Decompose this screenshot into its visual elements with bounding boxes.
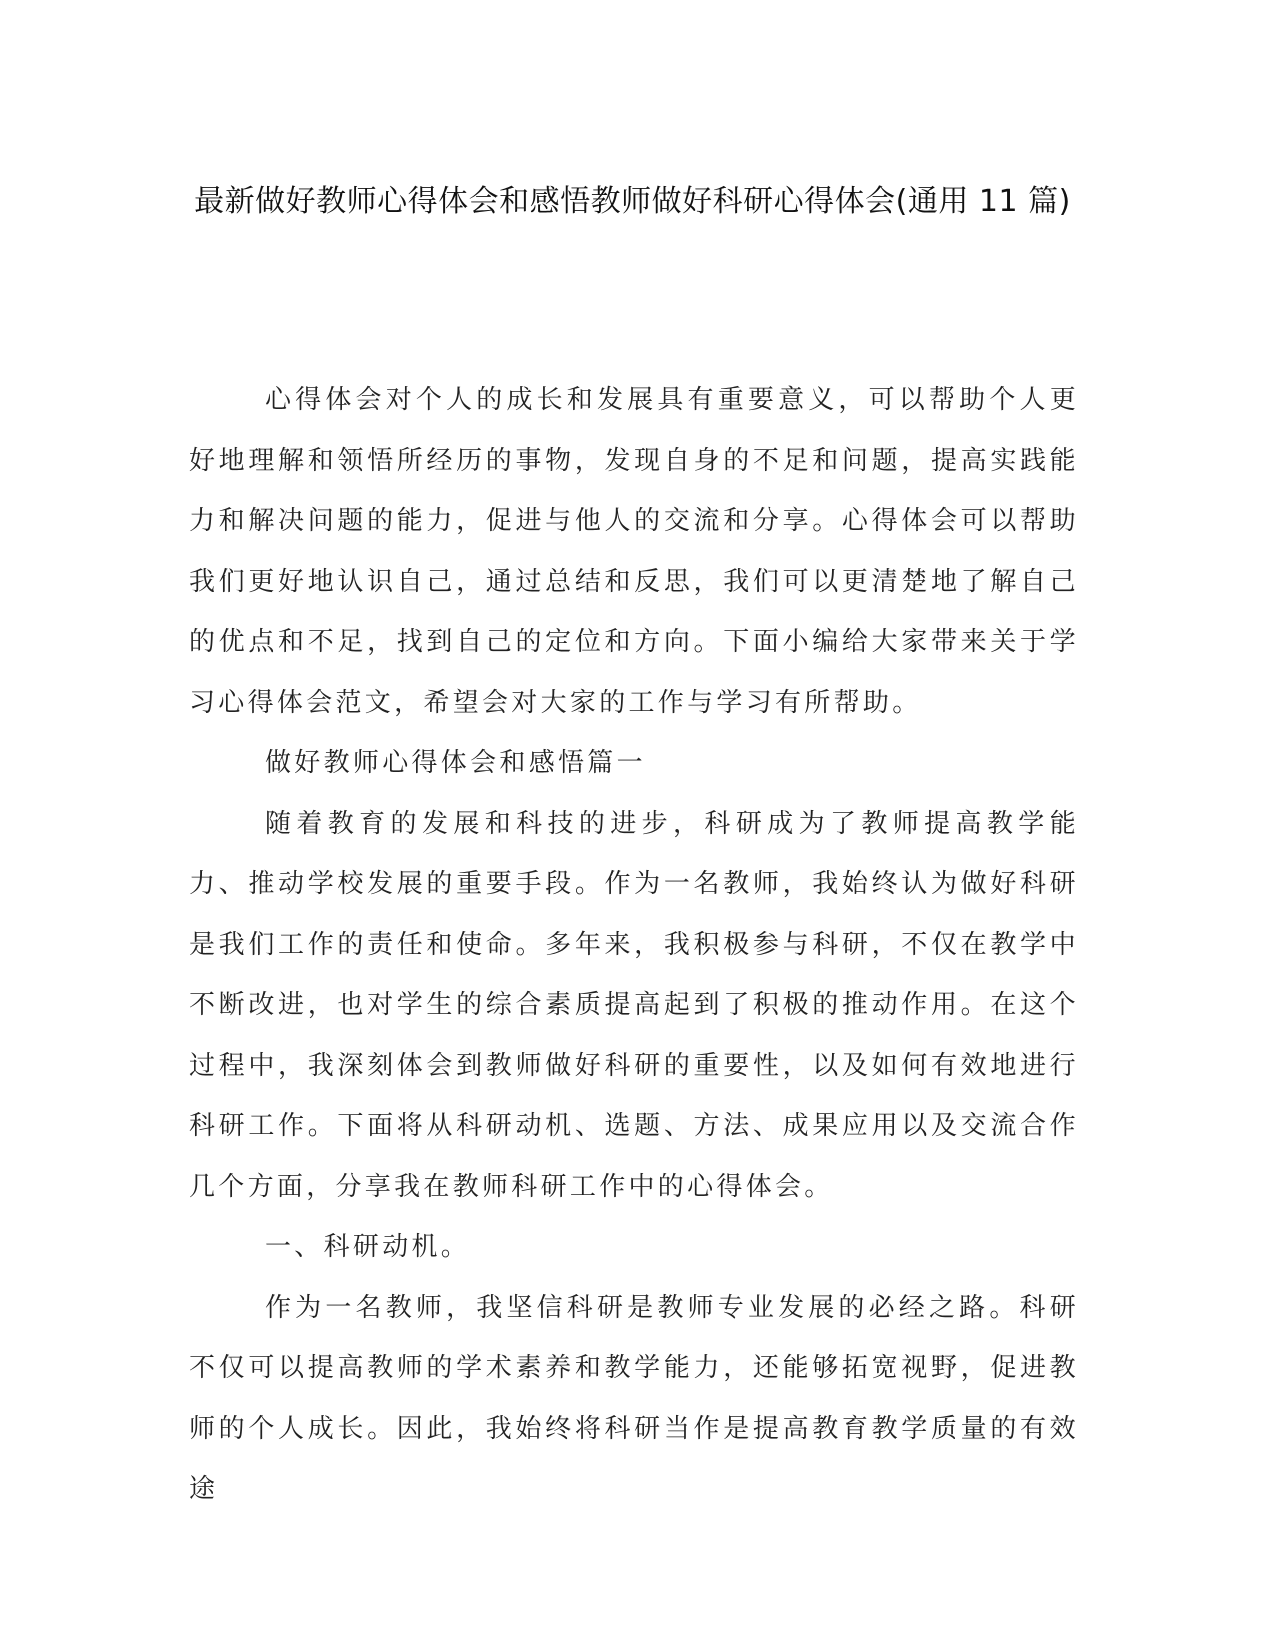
section-paragraph: 随着教育的发展和科技的进步，科研成为了教师提高教学能力、推动学校发展的重要手段。作为一名教师，我始终认为做好科研是我们工作的责任和使命。多年来，我积极参与科研，不仅在教学中不断改进，也对学生的综合素质提高起到了积极的推动作用。在这个过程中，我深刻体会到教师做好科研的重要性，以及如何有效地进行科研工作。下面将从科研动机、选题、方法、成果应用以及交流合作几个方面，分享我在教师科研工作中的心得体会。 xyxy=(189,808,1079,1202)
section-title: 做好教师心得体会和感悟篇一 xyxy=(265,748,646,778)
document-body xyxy=(189,370,1079,1520)
document-title: 最新做好教师心得体会和感悟教师做好科研心得体会(通用 11 篇) xyxy=(194,184,1071,219)
intro-paragraph: 心得体会对个人的成长和发展具有重要意义，可以帮助个人更好地理解和领悟所经历的事物，发现自身的不足和问题，提高实践能力和解决问题的能力，促进与他人的交流和分享。心得体会可以帮助我们更好地认识自己，通过总结和反思，我们可以更清楚地了解自己的优点和不足，找到自己的定位和方向。下面小编给大家带来关于学习心得体会范文，希望会对大家的工作与学习有所帮助。 xyxy=(189,385,1079,718)
subheading: 一、科研动机。 xyxy=(265,1232,471,1262)
sub-paragraph: 作为一名教师，我坚信科研是教师专业发展的必经之路。科研不仅可以提高教师的学术素养和教学能力，还能够拓宽视野，促进教师的个人成长。因此，我始终将科研当作是提高教育教学质量的有效途 xyxy=(189,1292,1079,1504)
